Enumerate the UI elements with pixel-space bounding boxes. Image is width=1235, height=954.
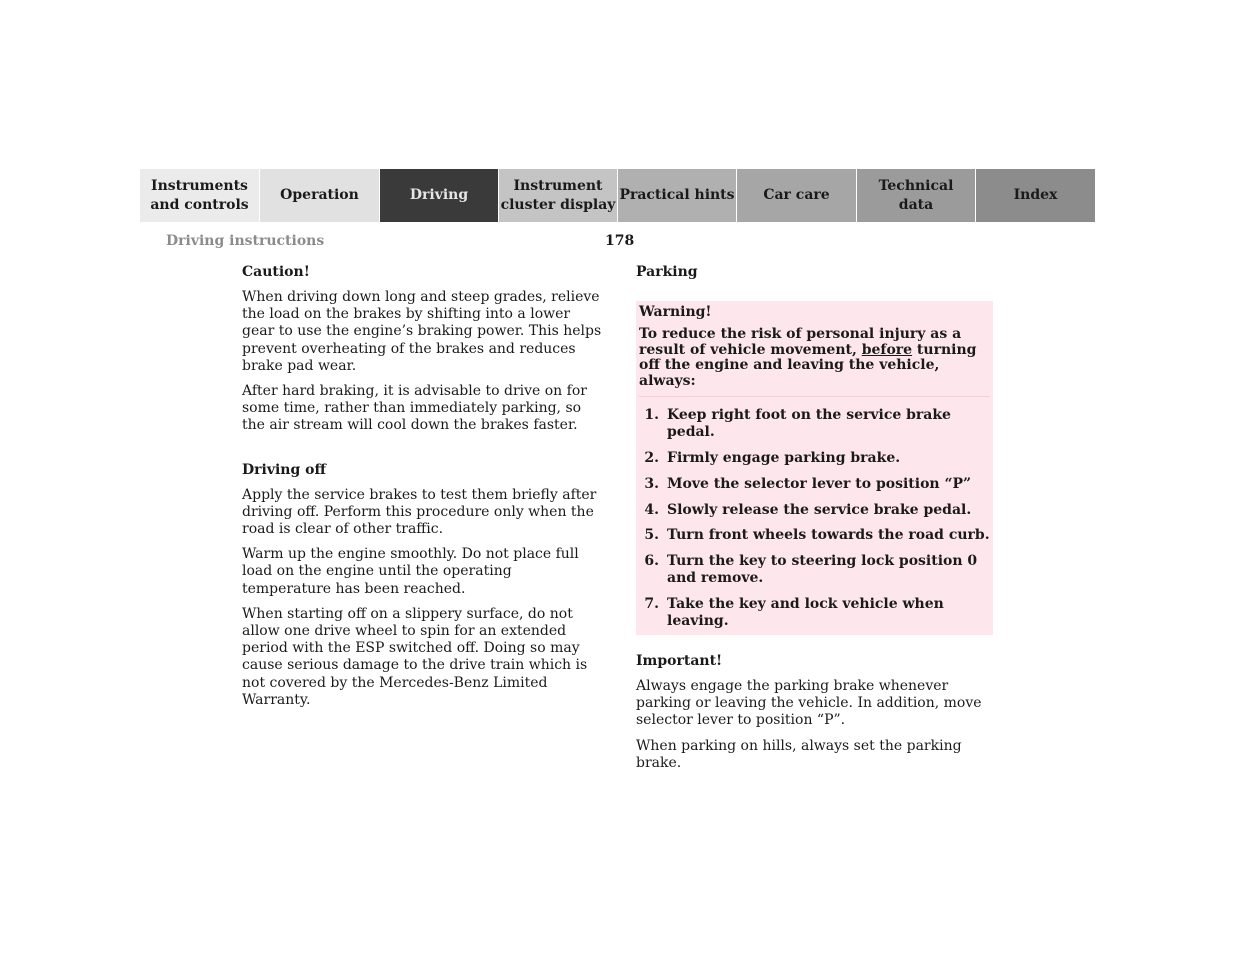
step-text: Move the selector lever to position “P” [667,475,972,492]
left-column [242,263,602,709]
step-text: Firmly engage parking brake. [667,449,901,466]
tab-index[interactable]: Index [976,169,1095,222]
step-number: 6. [644,553,659,570]
important-heading: Important! [636,652,723,669]
driving-off-paragraph-3: When starting off on a slippery surface, do not allow one drive wheel to spin for an extended period with the ESP switched off. Doing so may cause serious damage to the drive train which is not covered by the Mercedes-Benz Limited Warranty. [242,605,588,708]
warning-text-emphasis: before [861,341,913,358]
warning-step [639,502,990,519]
important-paragraph-1: Always engage the parking brake whenever parking or leaving the vehicle. In addition, move selector lever to position “P”. [636,677,982,729]
tab-operation[interactable]: Operation [260,169,380,222]
warning-box [636,301,993,635]
parking-heading: Parking [636,264,698,280]
warning-step [639,527,990,544]
page-number: 178 [605,233,635,249]
warning-steps-list [639,397,990,635]
step-number: 2. [644,449,659,466]
important-paragraph-2: When parking on hills, always set the parking brake. [636,737,962,771]
section-title: Driving instructions [166,233,325,249]
warning-step [639,596,990,630]
caution-paragraph-1: When driving down long and steep grades, relieve the load on the brakes by shifting into a lower gear to use the engine’s braking power. This helps prevent overheating of the brakes and reduces brake pad wear. [242,289,602,374]
warning-title: Warning! [639,304,712,320]
step-text: Turn the key to steering lock position 0 and remove. [667,553,978,587]
tab-instruments-and-controls[interactable]: Instruments and controls [140,169,260,222]
step-number: 4. [644,501,659,518]
warning-text-start: To reduce the risk of personal injury as a result of vehicle movement, [639,326,962,358]
step-number: 3. [644,475,659,492]
caution-paragraph-2: After hard braking, it is advisable to drive on for some time, rather than immediately parking, so the air stream will cool down the brakes faster. [242,383,587,434]
step-text: Turn front wheels towards the road curb. [667,527,990,544]
tab-technical-data[interactable]: Technical data [857,169,976,222]
tab-car-care[interactable]: Car care [737,169,857,222]
warning-step [639,476,990,493]
caution-heading: Caution! [242,264,310,280]
warning-step [639,407,990,441]
tab-driving[interactable]: Driving [380,169,499,222]
tab-practical-hints[interactable]: Practical hints [618,169,737,222]
driving-off-heading: Driving off [242,461,326,478]
warning-text [639,327,990,397]
step-number: 5. [644,527,659,544]
right-column [636,263,993,772]
warning-step [639,553,990,587]
tab-instrument-cluster-display[interactable]: Instrument cluster display [499,169,618,222]
chapter-tabs [140,169,1095,222]
step-text: Keep right foot on the service brake pedal. [667,407,951,441]
step-text: Slowly release the service brake pedal. [667,501,972,518]
step-text: Take the key and lock vehicle when leaving. [667,595,944,629]
warning-step [639,450,990,467]
step-number: 1. [644,407,659,424]
driving-off-paragraph-1: Apply the service brakes to test them briefly after driving off. Perform this procedure only when the road is clear of other traffic. [242,486,597,538]
step-number: 7. [644,595,659,612]
warning-text-end: turning off the engine and leaving the vehicle, always: [639,341,977,389]
driving-off-paragraph-2: Warm up the engine smoothly. Do not place full load on the engine until the operating temperature has been reached. [242,546,579,597]
